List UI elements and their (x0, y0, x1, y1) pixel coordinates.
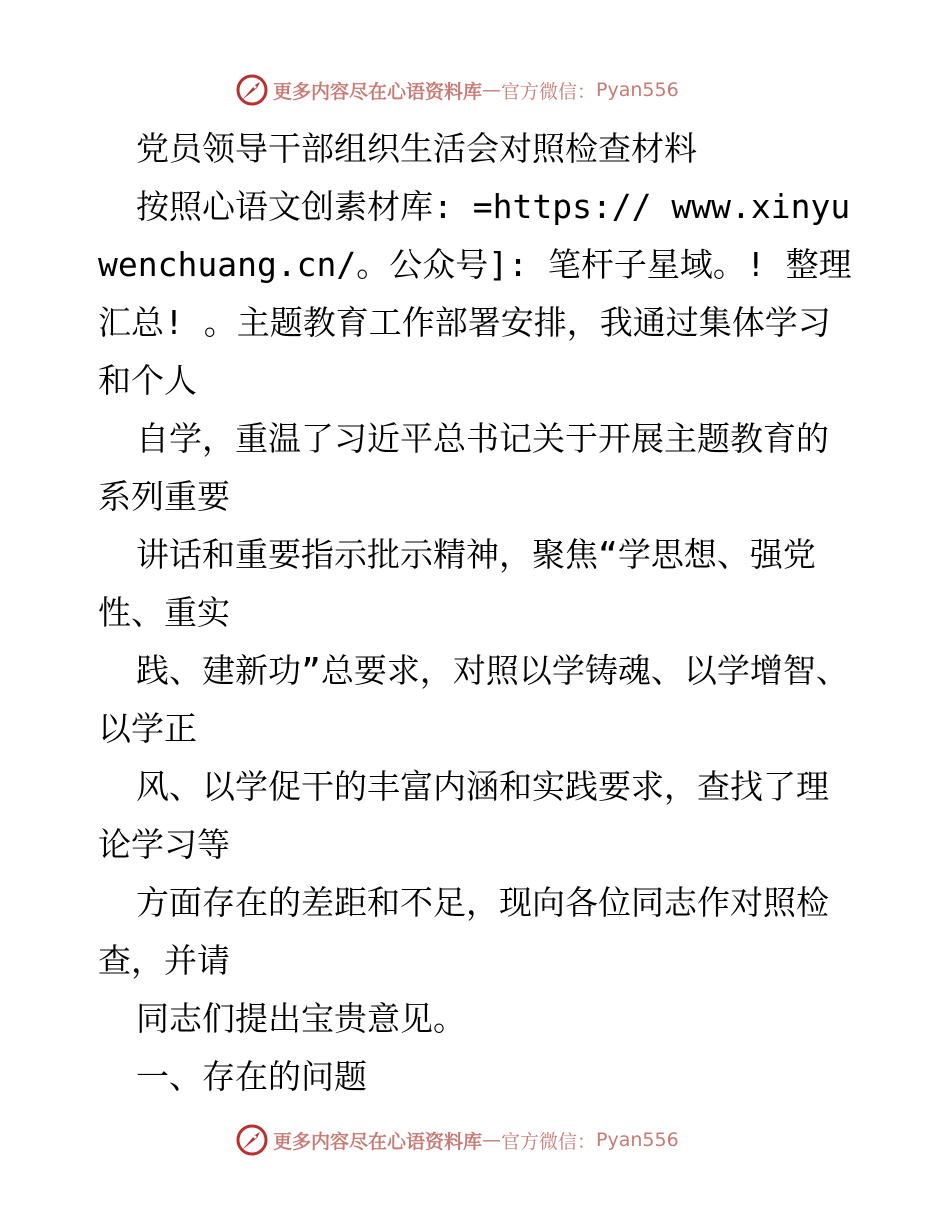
footer-banner (235, 1122, 679, 1158)
banner-wechat-label: 官方微信： (501, 80, 597, 103)
header-banner (235, 72, 679, 108)
footer-slogan: 更多内容尽在心语资料库 (273, 1130, 483, 1153)
paragraph-1: 按照心语文创素材库: =https:// www.xinyuwenchuang.cn/。公众号]: 笔杆子星域。! 整理汇总! 。主题教育工作部署安排，我通过集体学习和个人 (98, 187, 852, 400)
footer-wechat-id: Pyan556 (596, 1129, 679, 1151)
paragraph-6: 方面存在的差距和不足，现向各位同志作对照检查，并请 (98, 883, 829, 980)
paragraph-7: 同志们提出宝贵意见。 (136, 999, 466, 1038)
document-title: 党员领导干部组织生活会对照检查材料 (136, 129, 697, 168)
banner-slogan: 更多内容尽在心语资料库 (273, 80, 483, 103)
pen-nib-logo-icon (235, 1123, 269, 1157)
paragraph-5: 风、以学促干的丰富内涵和实践要求，查找了理论学习等 (98, 767, 829, 864)
footer-dash: — (482, 1129, 502, 1151)
paragraph-3: 讲话和重要指示批示精神，聚焦“学思想、强党性、重实 (98, 535, 816, 632)
section-heading: 一、存在的问题 (136, 1057, 367, 1096)
banner-wechat-id: Pyan556 (596, 79, 679, 101)
banner-dash: — (482, 79, 502, 101)
footer-wechat-label: 官方微信： (501, 1130, 597, 1153)
paragraph-4: 践、建新功”总要求，对照以学铸魂、以学增智、以学正 (98, 651, 849, 748)
document-body (98, 120, 858, 1106)
paragraph-2: 自学，重温了习近平总书记关于开展主题教育的系列重要 (98, 419, 829, 516)
pen-nib-logo-icon (235, 73, 269, 107)
